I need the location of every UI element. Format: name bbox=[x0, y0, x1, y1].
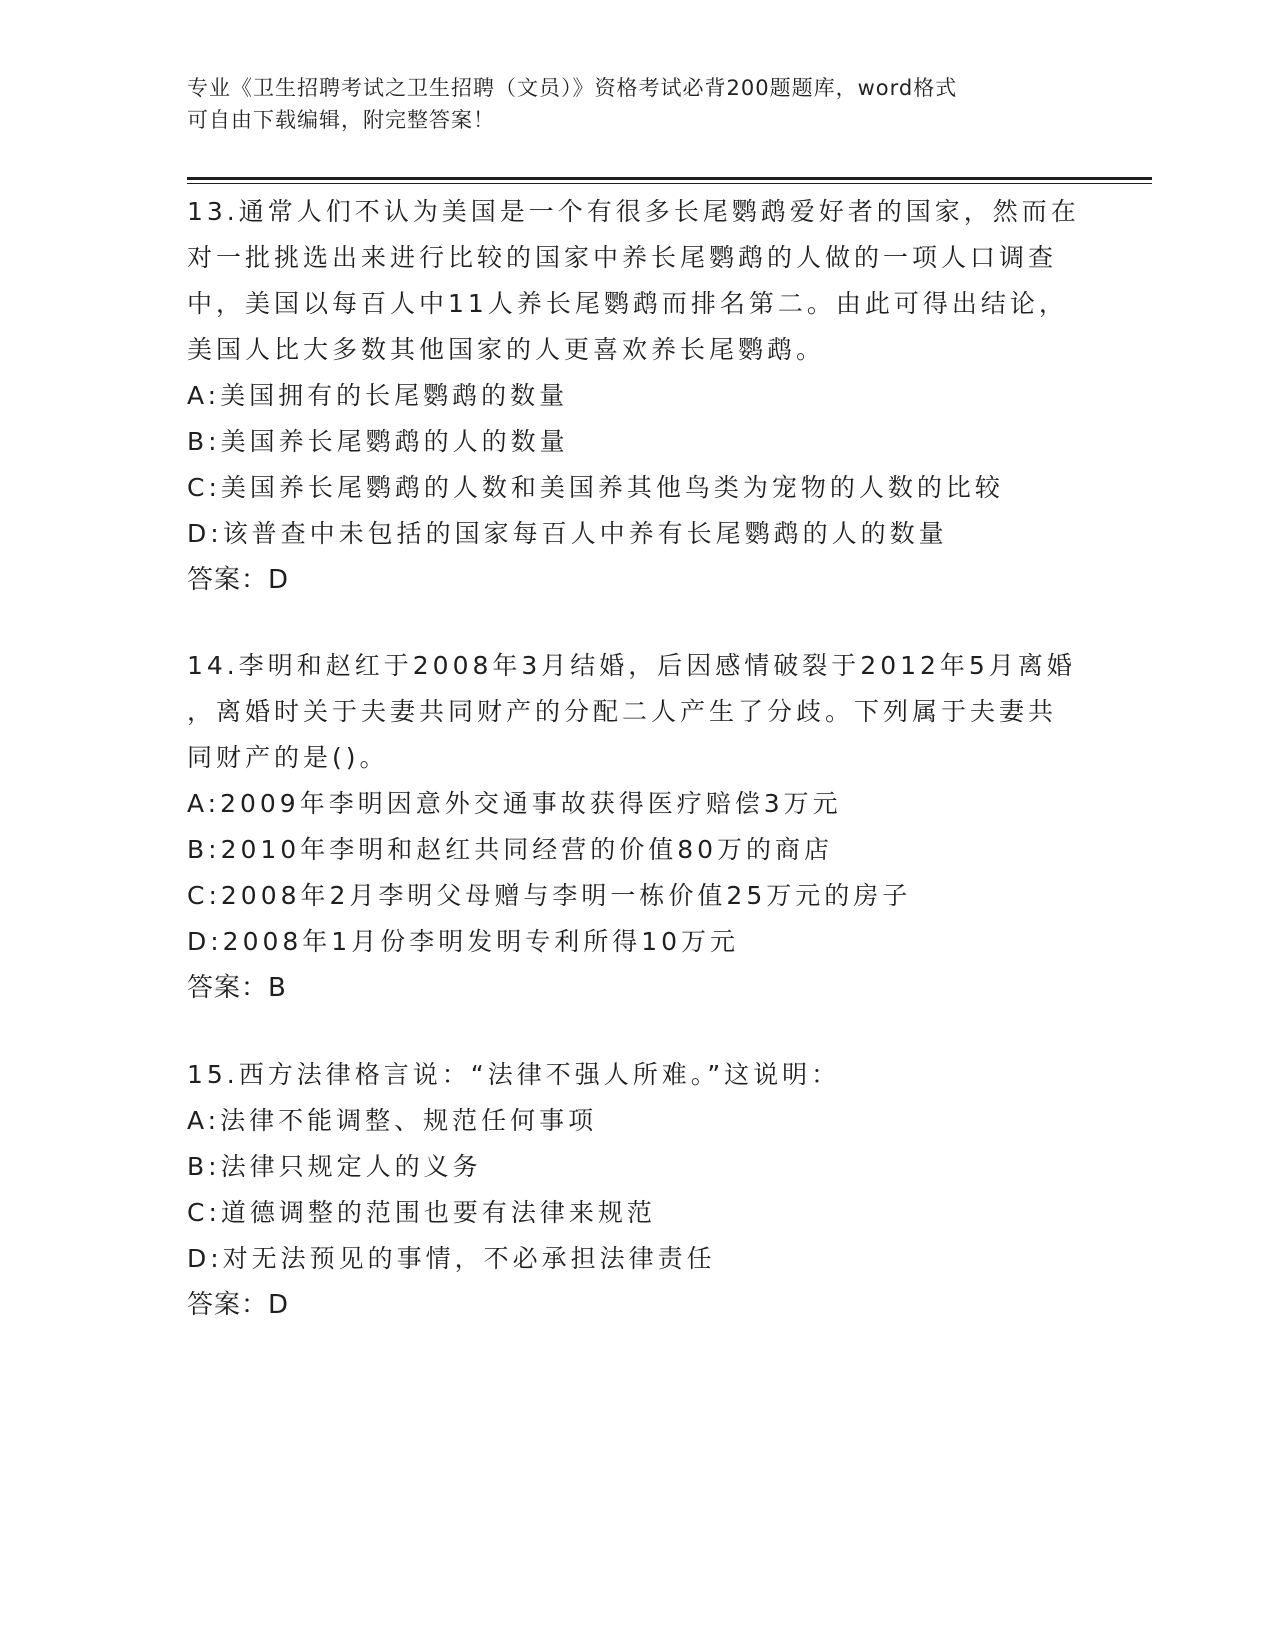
option-a: A:法律不能调整、规范任何事项 bbox=[187, 1106, 598, 1135]
option-b: B:法律只规定人的义务 bbox=[187, 1152, 482, 1181]
question-text-line: 14.李明和赵红于2008年3月结婚，后因感情破裂于2012年5月离婚 bbox=[187, 651, 1076, 680]
question-14 bbox=[187, 643, 1076, 1011]
answer: 答案：D bbox=[187, 565, 290, 595]
option-d: D:该普查中未包括的国家每百人中养有长尾鹦鹉的人的数量 bbox=[187, 519, 948, 548]
question-text-line: ，离婚时关于夫妻共同财产的分配二人产生了分歧。下列属于夫妻共 bbox=[187, 697, 1058, 726]
document-header bbox=[187, 72, 1067, 136]
option-d: D:对无法预见的事情，不必承担法律责任 bbox=[187, 1244, 716, 1273]
question-text-line: 美国人比大多数其他国家的人更喜欢养长尾鹦鹉。 bbox=[187, 335, 826, 364]
option-c: C:2008年2月李明父母赠与李明一栋价值25万元的房子 bbox=[187, 881, 912, 910]
option-b: B:2010年李明和赵红共同经营的价值80万的商店 bbox=[187, 835, 834, 864]
option-c: C:美国养长尾鹦鹉的人数和美国养其他鸟类为宠物的人数的比较 bbox=[187, 473, 1004, 502]
option-a: A:美国拥有的长尾鹦鹉的数量 bbox=[187, 381, 569, 410]
header-line: 可自由下载编辑，附完整答案！ bbox=[187, 108, 495, 132]
question-text-line: 13.通常人们不认为美国是一个有很多长尾鹦鹉爱好者的国家，然而在 bbox=[187, 197, 1080, 226]
question-text-line: 中，美国以每百人中11人养长尾鹦鹉而排名第二。由此可得出结论， bbox=[187, 289, 1068, 318]
header-divider bbox=[187, 177, 1152, 180]
question-text-line: 同财产的是()。 bbox=[187, 743, 389, 772]
question-text-line: 对一批挑选出来进行比较的国家中养长尾鹦鹉的人做的一项人口调查 bbox=[187, 243, 1058, 272]
question-text-line: 15.西方法律格言说：“法律不强人所难。”这说明： bbox=[187, 1060, 841, 1089]
answer: 答案：B bbox=[187, 973, 287, 1003]
question-13 bbox=[187, 189, 1080, 603]
answer: 答案：D bbox=[187, 1290, 290, 1320]
header-divider-thin bbox=[187, 183, 1152, 184]
question-15 bbox=[187, 1052, 1067, 1328]
option-b: B:美国养长尾鹦鹉的人的数量 bbox=[187, 427, 569, 456]
option-d: D:2008年1月份李明发明专利所得10万元 bbox=[187, 927, 740, 956]
option-c: C:道德调整的范围也要有法律来规范 bbox=[187, 1198, 656, 1227]
option-a: A:2009年李明因意外交通事故获得医疗赔偿3万元 bbox=[187, 789, 842, 818]
header-line: 专业《卫生招聘考试之卫生招聘（文员）》资格考试必背200题题库，word格式 bbox=[187, 76, 958, 100]
